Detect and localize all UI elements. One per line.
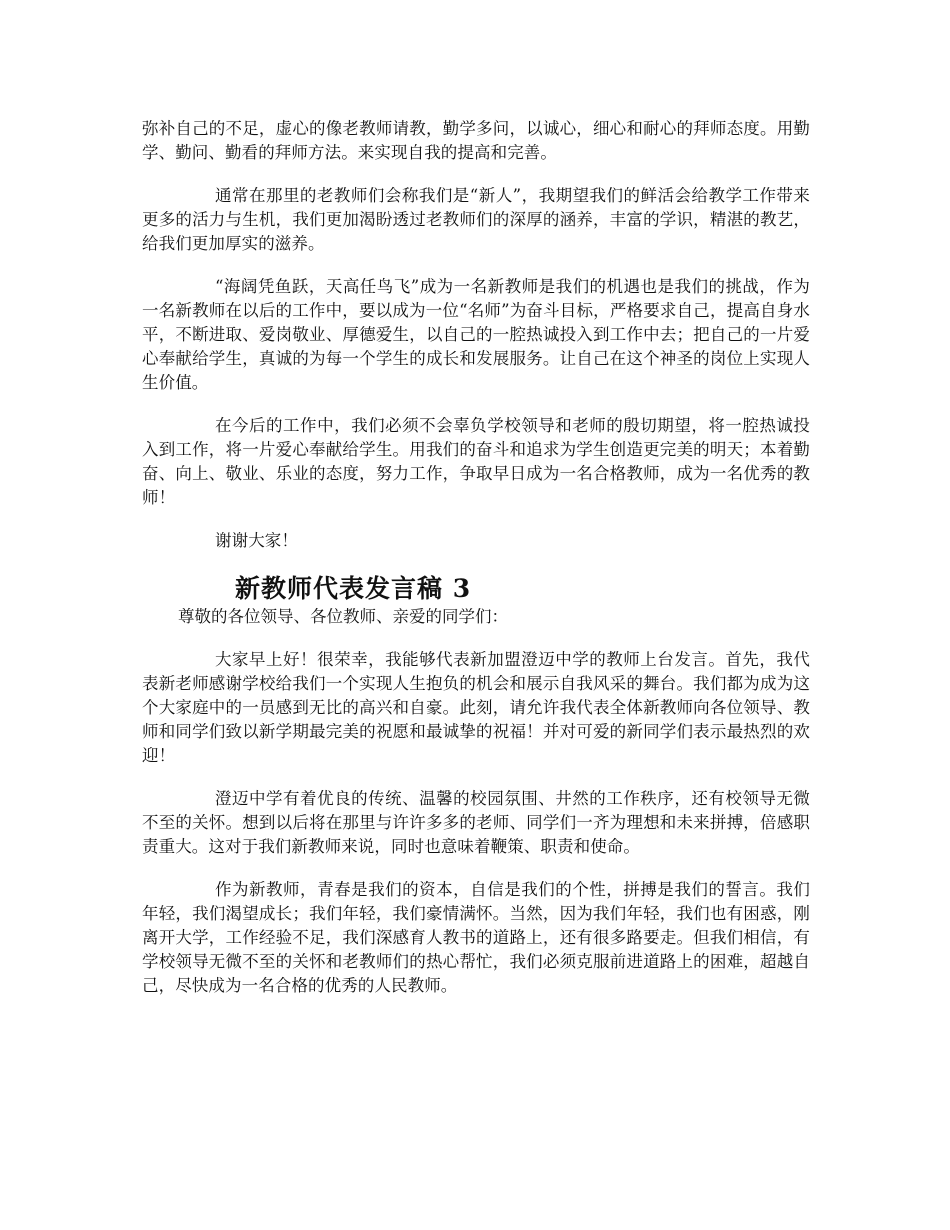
paragraph-future-work: 在今后的工作中，我们必须不会辜负学校领导和老师的殷切期望，将一腔热诚投入到工作，将一片爱心奉献给学生。用我们的奋斗和追求为学生创造更完美的明天；本着勤奋、向上、敬业、乐业的态度，努力工作，争取早日成为一名合格教师，成为一名优秀的教师！ <box>142 416 810 507</box>
document-page <box>142 117 810 998</box>
paragraph-greeting: 大家早上好！很荣幸，我能够代表新加盟澄迈中学的教师上台发言。首先，我代表新老师感谢学校给我们一个实现人生抱负的机会和展示自我风采的舞台。我们都为成为这个大家庭中的一员感到无比的高兴和自豪。此刻，请允许我代表全体新教师向各位领导、教师和同学们致以新学期最完美的祝愿和最诚挚的祝福！并对可爱的新同学们表示最热烈的欢迎！ <box>142 650 810 765</box>
salutation: 尊敬的各位领导、各位教师、亲爱的同学们： <box>178 607 508 626</box>
paragraph-opportunity-challenge: “海阔凭鱼跃，天高任鸟飞”成为一名新教师是我们的机遇也是我们的挑战，作为一名新教师在以后的工作中，要以成为一位“名师”为奋斗目标，严格要求自己，提高自身水平，不断进取、爱岗敬业、厚德爱生，以自己的一腔热诚投入到工作中去；把自己的一片爱心奉献给学生，真诚的为每一个学生的成长和发展服务。让自己在这个神圣的岗位上实现人生价值。 <box>142 277 810 392</box>
paragraph-continuation: 弥补自己的不足，虚心的像老教师请教，勤学多问，以诚心，细心和耐心的拜师态度。用勤学、勤问、勤看的拜师方法。来实现自我的提高和完善。 <box>142 119 810 162</box>
paragraph-youth-commitment: 作为新教师，青春是我们的资本，自信是我们的个性，拼搏是我们的誓言。我们年轻，我们渴望成长；我们年轻，我们豪情满怀。当然，因为我们年轻，我们也有困惑，刚离开大学，工作经验不足，我们深感育人教书的道路上，还有很多路要走。但我们相信，有学校领导无微不至的关怀和老教师们的热心帮忙，我们必须克服前进道路上的困难，超越自己，尽快成为一名合格的优秀的人民教师。 <box>142 880 810 995</box>
paragraph-thanks: 谢谢大家！ <box>215 531 298 550</box>
section-title: 新教师代表发言稿 3 <box>235 574 472 603</box>
paragraph-school-tradition: 澄迈中学有着优良的传统、温馨的校园氛围、井然的工作秩序，还有校领导无微不至的关怀。想到以后将在那里与许许多多的老师、同学们一齐为理想和未来拼搏，倍感职责重大。这对于我们新教师来说，同时也意味着鞭策、职责和使命。 <box>142 789 810 856</box>
paragraph-new-teacher-vitality: 通常在那里的老教师们会称我们是“新人”，我期望我们的鲜活会给教学工作带来更多的活力与生机，我们更加渴盼透过老教师们的深厚的涵养，丰富的学识，精湛的教艺，给我们更加厚实的滋养。 <box>142 186 810 253</box>
